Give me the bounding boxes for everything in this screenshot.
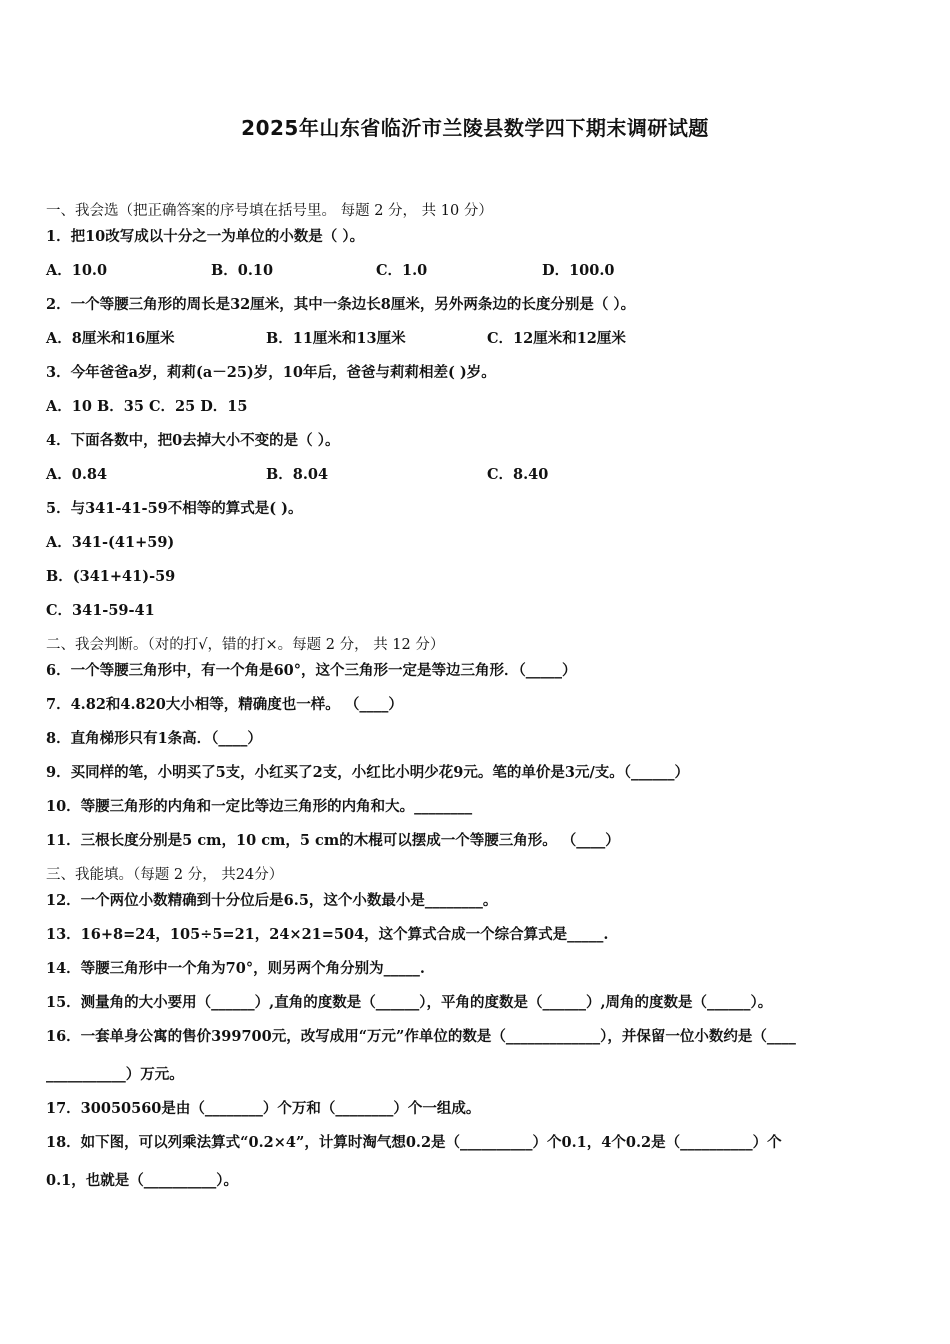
option-a: A．8厘米和16厘米 [46,330,175,347]
question-11: 11．三根长度分别是5 cm，10 cm，5 cm的木棍可以摆成一个等腰三角形。 （____） [46,832,620,849]
question-4: 4．下面各数中，把0去掉大小不变的是（ ）。 [46,432,340,449]
section-heading-2: 二、我会判断。（对的打√，错的打×。每题 2 分， 共 12 分） [46,637,445,653]
question-15: 15．测量角的大小要用（______）,直角的度数是（______），平角的度数是（______）,周角的度数是（______）。 [46,994,773,1011]
question-16-line-2: ___________）万元。 [46,1066,184,1083]
option-b: B．0.10 [211,262,274,279]
question-14: 14．等腰三角形中一个角为70°，则另两个角分别为_____. [46,960,425,977]
question-13: 13．16+8=24，105÷5=21，24×21=504，这个算式合成一个综合算式是_____. [46,926,609,943]
option-c: C．12厘米和12厘米 [487,330,626,347]
page-title: 2025年山东省临沂市兰陵县数学四下期末调研试题 [241,116,709,140]
question-5-option-c: C．341-59-41 [46,602,155,619]
question-12: 12．一个两位小数精确到十分位后是6.5，这个小数最小是________。 [46,892,498,909]
question-18-line-2: 0.1，也就是（__________）。 [46,1172,238,1189]
question-17: 17．30050560是由（________）个万和（________）个一组成。 [46,1100,481,1117]
question-7: 7．4.82和4.820大小相等，精确度也一样。 （____） [46,696,403,713]
section-heading-1: 一、我会选（把正确答案的序号填在括号里。 每题 2 分， 共 10 分） [46,203,493,219]
question-2: 2．一个等腰三角形的周长是32厘米，其中一条边长8厘米，另外两条边的长度分别是（ ）。 [46,296,636,313]
question-3: 3．今年爸爸a岁，莉莉(a－25)岁，10年后，爸爸与莉莉相差( )岁。 [46,364,496,381]
option-c: C．1.0 [376,262,428,279]
option-a: A．10.0 [46,262,108,279]
option-d: D．100.0 [542,262,615,279]
question-1: 1．把10改写成以十分之一为单位的小数是（ ）。 [46,228,365,245]
option-c: C．8.40 [487,466,549,483]
option-a: A．0.84 [46,466,108,483]
option-b: B．11厘米和13厘米 [266,330,406,347]
question-5: 5．与341-41-59不相等的算式是( )。 [46,500,303,517]
question-6: 6．一个等腰三角形中，有一个角是60°，这个三角形一定是等边三角形．（_____） [46,662,577,679]
option-b: B．8.04 [266,466,329,483]
question-9: 9．买同样的笔，小明买了5支，小红买了2支，小红比小明少花9元。笔的单价是3元/支。（______） [46,764,689,781]
question-16-line-1: 16．一套单身公寓的售价399700元，改写成用“万元”作单位的数是（_____________），并保留一位小数约是（____ [46,1028,796,1045]
question-5-option-b: B．(341+41)-59 [46,568,176,585]
question-10: 10．等腰三角形的内角和一定比等边三角形的内角和大。________ [46,798,473,815]
question-3-options: A．10 B．35 C．25 D．15 [46,398,248,415]
question-8: 8．直角梯形只有1条高．（____） [46,730,262,747]
question-18-line-1: 18．如下图，可以列乘法算式“0.2×4”，计算时淘气想0.2是（__________）个0.1，4个0.2是（__________）个 [46,1134,782,1151]
question-5-option-a: A．341-(41+59) [46,534,175,551]
section-heading-3: 三、我能填。（每题 2 分， 共24分） [46,867,284,883]
